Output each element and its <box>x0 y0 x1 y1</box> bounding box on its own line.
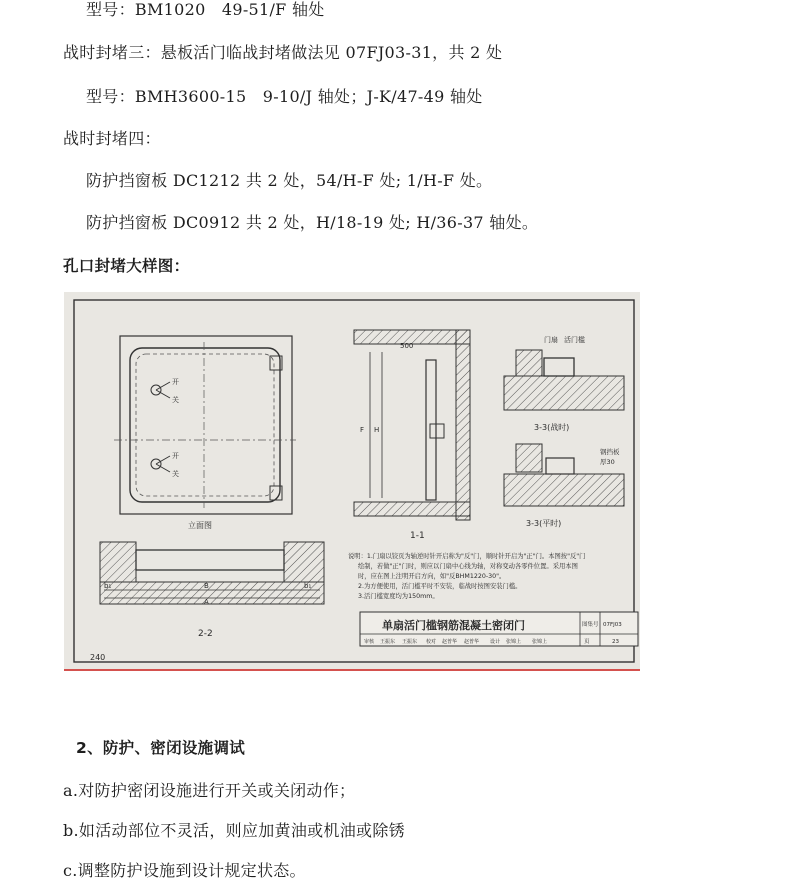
note-line-4: 2.为方便使用，活门槛平时不安装，临战时按图安装门槛。 <box>358 583 522 590</box>
label-section-3-3-peacetime: 3-3(平时) <box>526 519 562 528</box>
note-line-1: 说明：1.门扇以铰页为轴逆时针开启称为"反"门，顺时针开启为"正"门。本图按"反"门 <box>348 553 586 560</box>
label-close-lower: 关 <box>172 470 179 478</box>
label-dim-a: A <box>204 598 209 606</box>
sig-designer-label: 设计 <box>490 639 501 645</box>
drawing-title: 单扇活门槛钢筋混凝土密闭门 <box>382 619 525 632</box>
heading-detail-drawing: 孔口封堵大样图： <box>63 257 190 275</box>
label-dim-b: B <box>204 582 209 590</box>
book-page-number: 240 <box>90 653 106 662</box>
step-c: c.调整防护设施到设计规定状态。 <box>63 861 306 880</box>
note-line-3: 时，应在图上注明开启方向，如"反BHM1220-30"。 <box>358 573 506 580</box>
elevation-view <box>114 336 296 530</box>
label-open-upper: 开 <box>172 378 179 386</box>
label-dim-b1-right: b₁ <box>304 582 312 590</box>
label-dim-f: F <box>360 426 365 434</box>
note-line-5: 3.活门槛宽度均为150mm。 <box>358 593 439 600</box>
label-threshold: 活门槛 <box>564 336 585 344</box>
section-3-3-wartime <box>504 335 624 432</box>
door-detail-figure <box>64 292 640 671</box>
label-open-lower: 开 <box>172 452 179 460</box>
sig-checker-label: 校对 <box>426 639 437 645</box>
sheet-number: 23 <box>612 639 619 645</box>
label-close-upper: 关 <box>172 396 179 404</box>
sig-checker-name: 赵普华 <box>442 639 458 645</box>
title-block <box>360 612 638 646</box>
sig-checker-sign: 赵普华 <box>464 639 480 645</box>
step-a: a.对防护密闭设施进行开关或关闭动作； <box>63 781 356 800</box>
text-line-dc0912: 防护挡窗板 DC0912 共 2 处，H/18-19 处; H/36-37 轴处。 <box>86 213 539 232</box>
text-line-dc1212: 防护挡窗板 DC1212 共 2 处，54/H-F 处; 1/H-F 处。 <box>86 171 493 190</box>
label-section-1-1: 1-1 <box>410 531 425 541</box>
atlas-number: 07FJ03 <box>603 622 622 628</box>
text-line-blocking-four: 战时封堵四： <box>63 129 161 148</box>
label-door-leaf: 门扇 <box>544 336 558 344</box>
step-b: b.如活动部位不灵活，则应加黄油或机油或除锈 <box>63 821 405 840</box>
sig-reviewer-label: 审核 <box>364 639 375 645</box>
atlas-label: 图集号 <box>582 622 599 628</box>
label-dim-b1-left: b₁ <box>104 582 112 590</box>
label-dim-500: 500 <box>400 342 414 350</box>
sig-reviewer-sign: 王振东 <box>402 639 418 645</box>
section-3-3-peacetime <box>504 444 624 528</box>
label-thickness-30: 厚30 <box>600 458 615 466</box>
section-1-1 <box>354 330 470 541</box>
text-line-blocking-three: 战时封堵三：悬板活门临战封堵做法见 07FJ03-31，共 2 处 <box>63 43 503 62</box>
sig-designer-sign: 张锦上 <box>532 639 548 645</box>
note-line-2: 绘制，若做"正"门时，则应以门扇中心线为轴，对称变动各零件位置。采用本图 <box>358 563 578 570</box>
text-line-model-bm1020: 型号：BM1020 49-51/F 轴处 <box>86 0 325 19</box>
section-2-2 <box>100 542 324 639</box>
door-drawing-svg <box>64 292 640 669</box>
sig-designer-name: 张锦上 <box>506 639 522 645</box>
notes-block <box>348 551 585 600</box>
page-label: 页 <box>584 639 590 645</box>
heading-debugging: 2、防护、密闭设施调试 <box>76 739 246 757</box>
label-section-3-3-wartime: 3-3(战时) <box>534 423 570 432</box>
text-line-model-bmh3600: 型号：BMH3600-15 9-10/J 轴处；J-K/47-49 轴处 <box>86 87 483 106</box>
label-elevation: 立面图 <box>188 521 212 530</box>
sig-reviewer-name: 王振东 <box>380 639 396 645</box>
label-dim-h: H <box>374 426 380 434</box>
label-steel-plate: 钢挡板 <box>600 448 620 456</box>
label-section-2-2: 2-2 <box>198 629 213 639</box>
